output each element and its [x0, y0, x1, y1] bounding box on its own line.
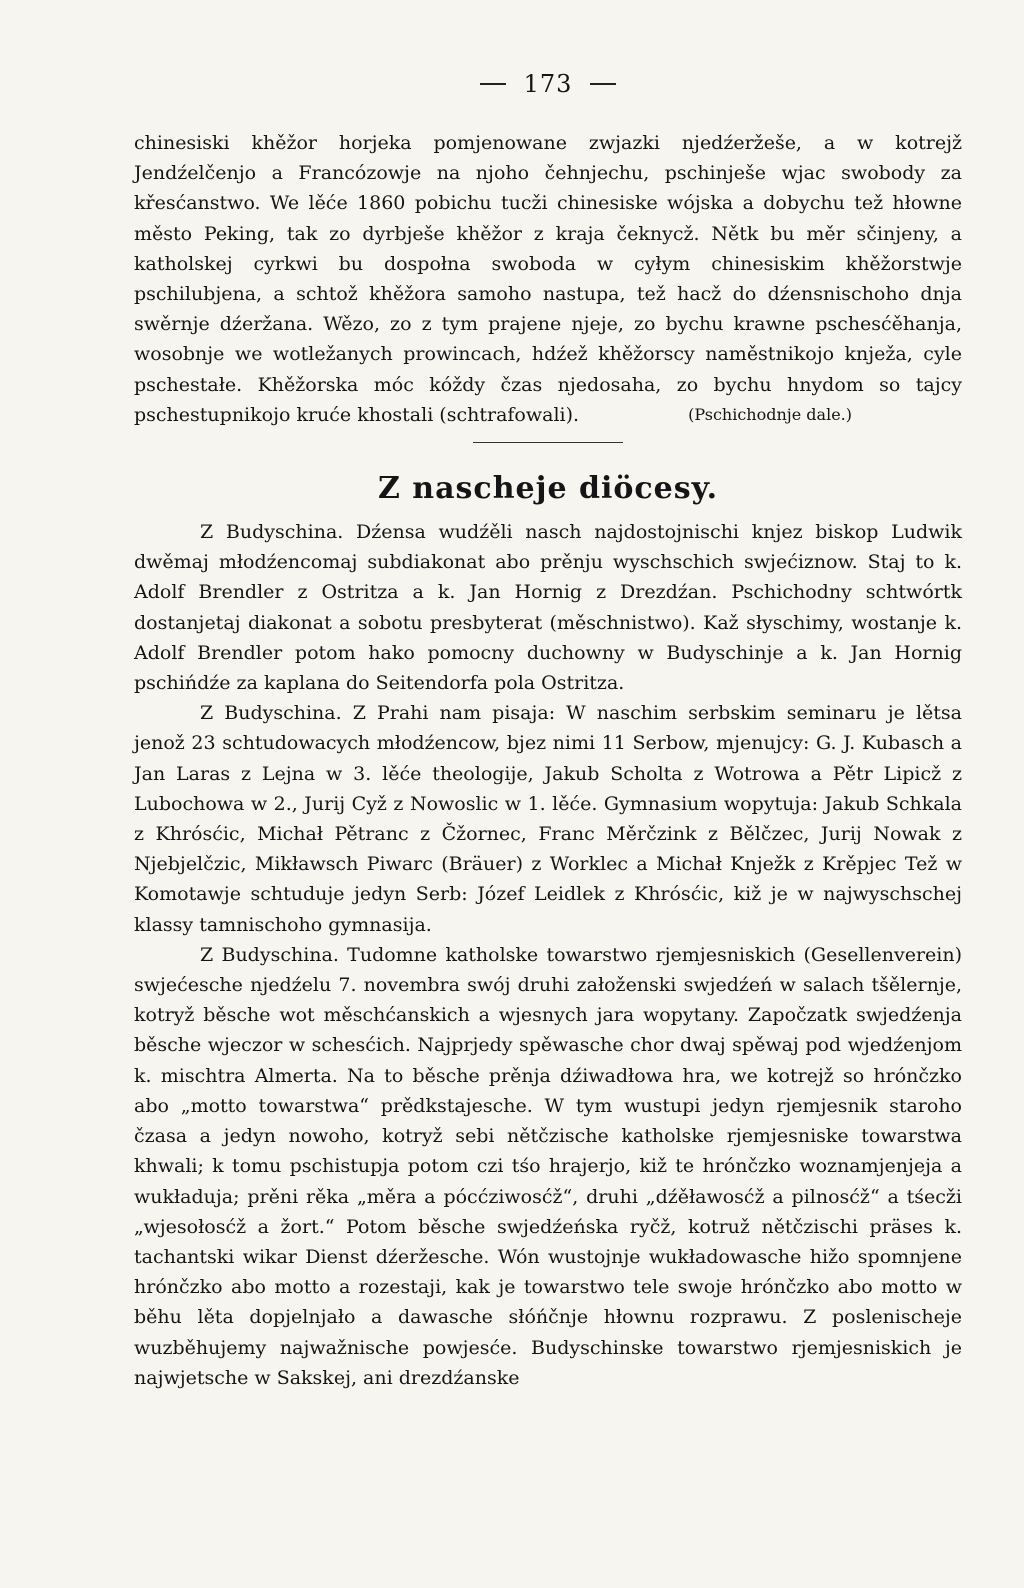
article-body	[134, 128, 962, 1393]
header-dash-left	[480, 83, 506, 85]
section-title: Z naschеje diöcesy.	[377, 471, 719, 507]
news-paragraph-2: Z Budyschina. Z Prahi nam pisaja: W naschim serbskim seminaru je lětsa jenož 23 schtudowacych młodźencow, bjez nimi 11 Serbow, mjenujcy: G. J. Kubasch a Jan Laras z Lejna w 3. lěće theologije, Jakub Scholta z Wotrowa a Pětr Lipicž z Lubochowa w 2., Jurij Cyž z Nowoslic w 1. lěće. Gymnasium wopytuja: Jakub Schkala z Khrósćic, Michał Pětranc z Čžornec, Franc Měrčzink z Bělčzec, Jurij Nowak z Njebjelčzic, Mikławsch Piwarc (Bräuer) z Worklec a Michał Knježk z Krěpjec Tež w Komotawje schtuduje jedyn Serb: Józef Leidlek z Khrósćic, kiž je w najwyschschej klassy tamnischoho gymnasija.	[134, 702, 962, 936]
news-paragraph-1: Z Budyschina. Dźensa wudźěli nasch najdostojnischi knjez biskop Ludwik dwěmaj młodźencomaj subdiakonat abo prěnju wyschschich swjećiznow. Staj to k. Adolf Brendler z Ostritza a k. Jan Hornig z Drezdźan. Pschichodny schtwórtk dostanjetaj diakonat a sobotu presbyterat (měschnistwo). Kaž słyschimy, wostanje k. Adolf Brendler potom hako pomocny duchowny w Budyschinje a k. Jan Hornig pschińdźe za kaplana do Seitendorfa pola Ostritza.	[134, 521, 962, 695]
header-dash-right	[590, 83, 616, 85]
page-number: 173	[523, 70, 573, 98]
continued-note: (Pschichodnje dale.)	[688, 405, 852, 425]
top-paragraph: chinesiski khěžor horjeka pomjenowane zwjazki njedźeržeše, a w kotrejž Jendźelčenjo a Francózowje na njoho čehnjechu, pschinješe wjac swobody za křesćanstwo. We lěće 1860 pobichu tucži chinesiske wójska a dobychu tež hłowne město Peking, tak zo dyrbješe khěžor z kraja čeknycž. Nětk bu měr sčinjeny, a katholskej cyrkwi bu dospołna swoboda w cyłym chinesiskim khěžorstwje pschilubjena, a schtož khěžora samoho nastupa, tež hacž do dźensnischoho dnja swěrnje dźeržana. Wězo, zo z tym prajene njeje, zo bychu krawne pschesćěhanja, wosobnje we wotležanych prowincach, hdźež khěžorscy naměstnikojo knježa, cyle pschestałe. Khěžorska móc kóždy čzas njedosaha, zo bychu hnydom so tajcy pschestupnikojo kruće khostali (schtrafowali).	[134, 132, 962, 426]
page-header	[134, 64, 962, 104]
section-divider	[473, 442, 623, 443]
news-paragraph-3: Z Budyschina. Tudomne katholske towarstwo rjemjesniskich (Gesellenverein) swjećeschе njedźelu 7. novembra swój druhi załoženski swjedźeń w salach tšělernje, kotryž běsche wot měschćanskich a wjesnych jara wopytany. Započzatk swjedźenja běsche wjeczor w schesćich. Najprjedy spěwasche chor dwaj spěwaj pod wjedźenjom k. mischtra Almerta. Na to běsche prěnja dźiwadłowa hra, we kotrejž so hrónčzko abo „motto towarstwa“ prědkstajesche. W tym wustupi jedyn rjemjesnik staroho čzasa a jedyn nowoho, kotryž sebi nětčzische katholske rjemjesniske towarstwa khwali; k tomu pschistupja potom czi tśo hrajerjo, kiž te hrónčzko woznamjenjeja a wukładuja; prěni rěka „měra a pócćziwosćž“, druhi „dźěławosćž a pilnosćž“ a tśecži „wjesołosćž a žort.“ Potom běsche swjedźeńska ryčž, kotruž nětčzischi präses k. tachantski wikar Dienst dźeržesche. Wón wustojnje wukładowasche hižo spomnjene hrónčzko abo motto a rozestaji, kak je towarstwo tele swoje hrónčzko abo motto w běhu lěta dopjelnjało a dawasche słóńčnje hłownu rozprawu. Z poslenischeje wuzběhujemy najwažnische powjesće. Budyschinske towarstwo rjemjesniskich je najwjetsche w Sakskej, ani drezdźanske	[134, 943, 962, 1389]
